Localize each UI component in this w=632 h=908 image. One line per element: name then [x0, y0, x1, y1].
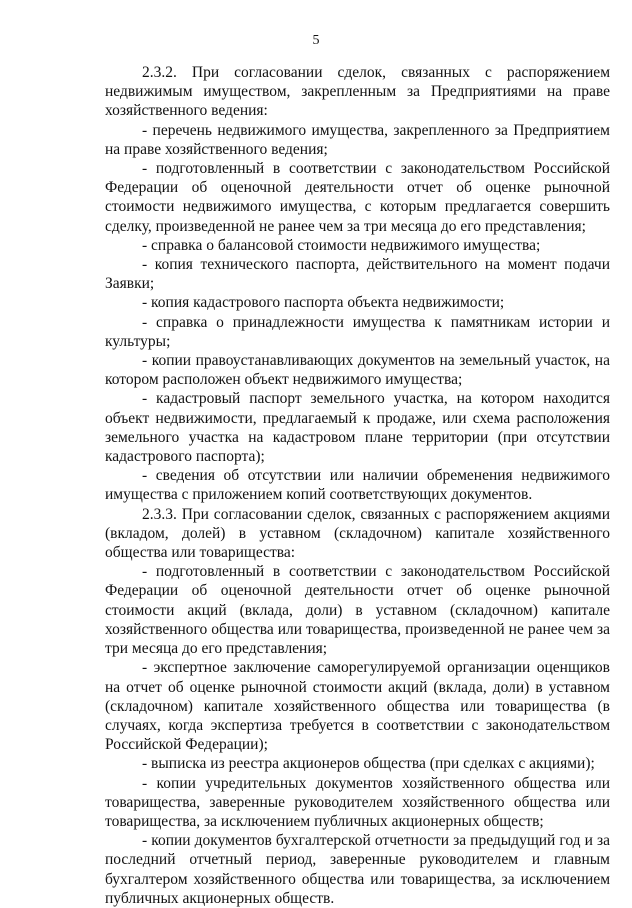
list-item: - копии правоустанавливающих документов на земельный участок, на котором расположен объект недвижимого имущества;	[105, 352, 610, 389]
list-item: - кадастровый паспорт земельного участка, на котором находится объект недвижимости, предлагаемый к продаже, или схема расположения земельного участка на кадастровом плане территории (при отсутствии кадастрового паспорта);	[105, 390, 610, 466]
list-item: - копия кадастрового паспорта объекта недвижимости;	[142, 294, 505, 312]
section-heading-2-3-3: 2.3.3. При согласовании сделок, связанных с распоряжением акциями (вкладом, долей) в уставном (складочном) капитале хозяйственного общества или товарищества:	[105, 505, 610, 562]
list-item: - копия технического паспорта, действительного на момент подачи Заявки;	[105, 256, 610, 293]
list-item: - выписка из реестра акционеров общества (при сделках с акциями);	[142, 755, 595, 773]
list-item: - копии учредительных документов хозяйственного общества или товарищества, заверенные руководителем хозяйственного общества или товарищества, за исключением публичных акционерных обществ;	[105, 774, 610, 830]
list-item: - экспертное заключение саморегулируемой организации оценщиков на отчет об оценке рыночной стоимости акций (вклада, доли) в уставном (складочном) капитале хозяйственного общества или товарищества (в случаях, когда экспертиза требуется в соответствии с законодательством Российской Федерации);	[105, 659, 610, 754]
document-body	[105, 63, 610, 908]
list-item: - справка о балансовой стоимости недвижимого имущества;	[142, 236, 541, 254]
page-number: 5	[312, 33, 320, 48]
list-item: - подготовленный в соответствии с законодательством Российской Федерации об оценочной деятельности отчет об оценке рыночной стоимости акций (вклада, доли) в уставном (складочном) капитале хозяйственного общества или товарищества, произведенной не ранее чем за три месяца до его представления;	[105, 563, 610, 658]
section-heading-2-3-2: 2.3.2. При согласовании сделок, связанных с распоряжением недвижимым имуществом, закрепленным за Предприятиями на праве хозяйственного ведения:	[105, 64, 610, 120]
list-item: - подготовленный в соответствии с законодательством Российской Федерации об оценочной деятельности отчет об оценке рыночной стоимости недвижимого имущества, с которым предлагается совершить сделку, произведенной не ранее чем за три месяца до его представления;	[105, 160, 610, 235]
list-item: - копии документов бухгалтерской отчетности за предыдущий год и за последний отчетный период, заверенные руководителем и главным бухгалтером хозяйственного общества или товарищества, за исключением публичных акционерных обществ.	[105, 832, 610, 907]
list-item: - перечень недвижимого имущества, закрепленного за Предприятием на праве хозяйственного ведения;	[105, 121, 610, 158]
list-item: - сведения об отсутствии или наличии обременения недвижимого имущества с приложением копий соответствующих документов.	[105, 467, 610, 504]
list-item: - справка о принадлежности имущества к памятникам истории и культуры;	[105, 313, 610, 350]
